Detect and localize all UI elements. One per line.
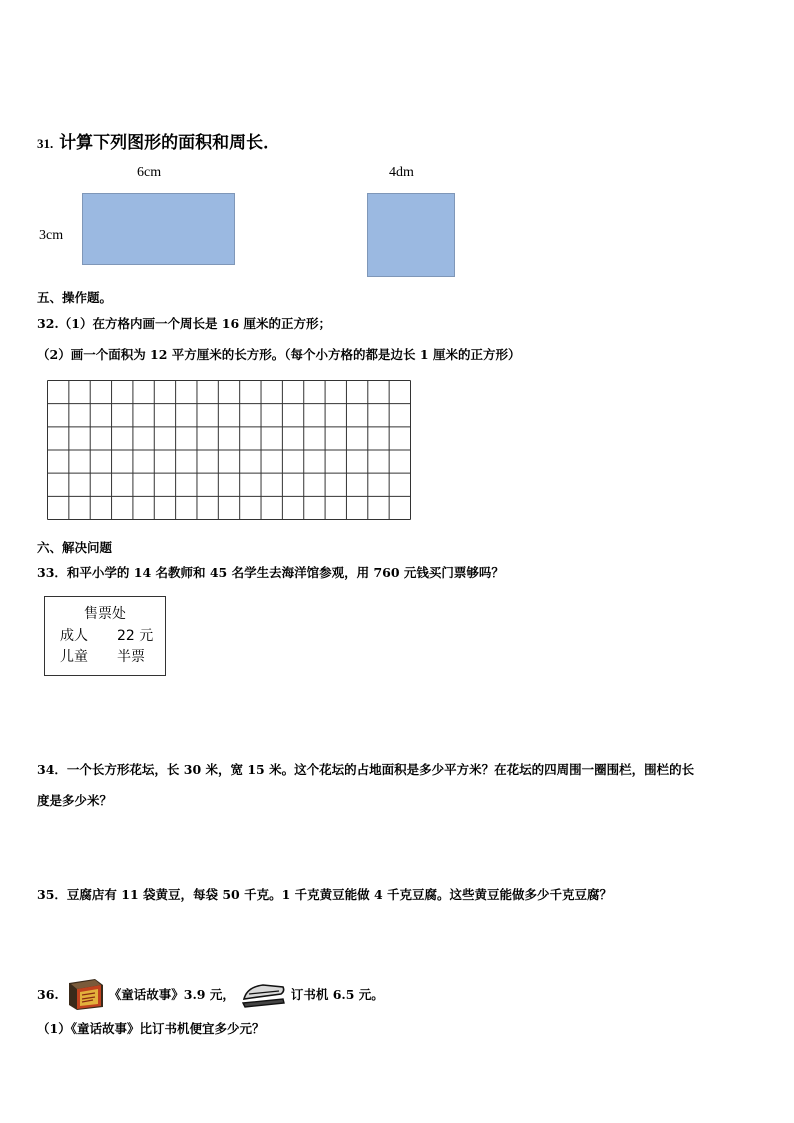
child-label: 儿童 <box>60 649 88 665</box>
question-34-line1: 34．一个长方形花坛，长 30 米，宽 15 米。这个花坛的占地面积是多少平方米？在花坛的四周围一圈围栏，围栏的长 <box>37 762 695 777</box>
stapler-price-text: 订书机 6.5 元。 <box>290 987 384 1002</box>
question-36-line <box>37 977 384 1011</box>
section-five-heading: 五、操作题。 <box>37 290 113 305</box>
question-31-title <box>37 128 280 153</box>
question-number: 31. <box>37 136 54 151</box>
rectangle-height-label: 3cm <box>39 228 64 243</box>
square-side-label: 4dm <box>389 165 414 180</box>
ticket-office-box <box>44 596 166 676</box>
question-35-text: 35．豆腐店有 11 袋黄豆，每袋 50 千克。1 千克黄豆能做 4 千克豆腐。这些黄豆能做多少千克豆腐？ <box>37 887 613 902</box>
question-36-part1: （1）《童话故事》比订书机便宜多少元？ <box>37 1021 265 1036</box>
section-six-heading: 六、解决问题 <box>37 540 113 555</box>
question-34-line2: 度是多少米？ <box>37 793 113 808</box>
rectangle-shape <box>82 193 235 265</box>
square-grid <box>47 380 411 520</box>
book-price-text: 《童话故事》3.9 元， <box>108 987 235 1002</box>
child-price: 半票 <box>117 649 145 665</box>
adult-label: 成人 <box>60 628 88 644</box>
rectangle-width-label: 6cm <box>137 165 162 180</box>
stapler-icon <box>241 979 287 1009</box>
square-shape <box>367 193 455 277</box>
adult-price: 22 元 <box>117 628 154 644</box>
question-32-part2: （2）画一个面积为 12 平方厘米的长方形。（每个小方格的都是边长 1 厘米的正方形） <box>37 347 521 362</box>
book-icon <box>65 977 107 1011</box>
question-text: 计算下列图形的面积和周长． <box>59 133 281 153</box>
question-number: 36. <box>37 986 59 1002</box>
question-32-part1: 32.（1）在方格内画一个周长是 16 厘米的正方形； <box>37 316 332 331</box>
ticket-office-title: 售票处 <box>84 606 126 622</box>
question-33-text: 33．和平小学的 14 名教师和 45 名学生去海洋馆参观，用 760 元钱买门票够吗？ <box>37 565 504 580</box>
